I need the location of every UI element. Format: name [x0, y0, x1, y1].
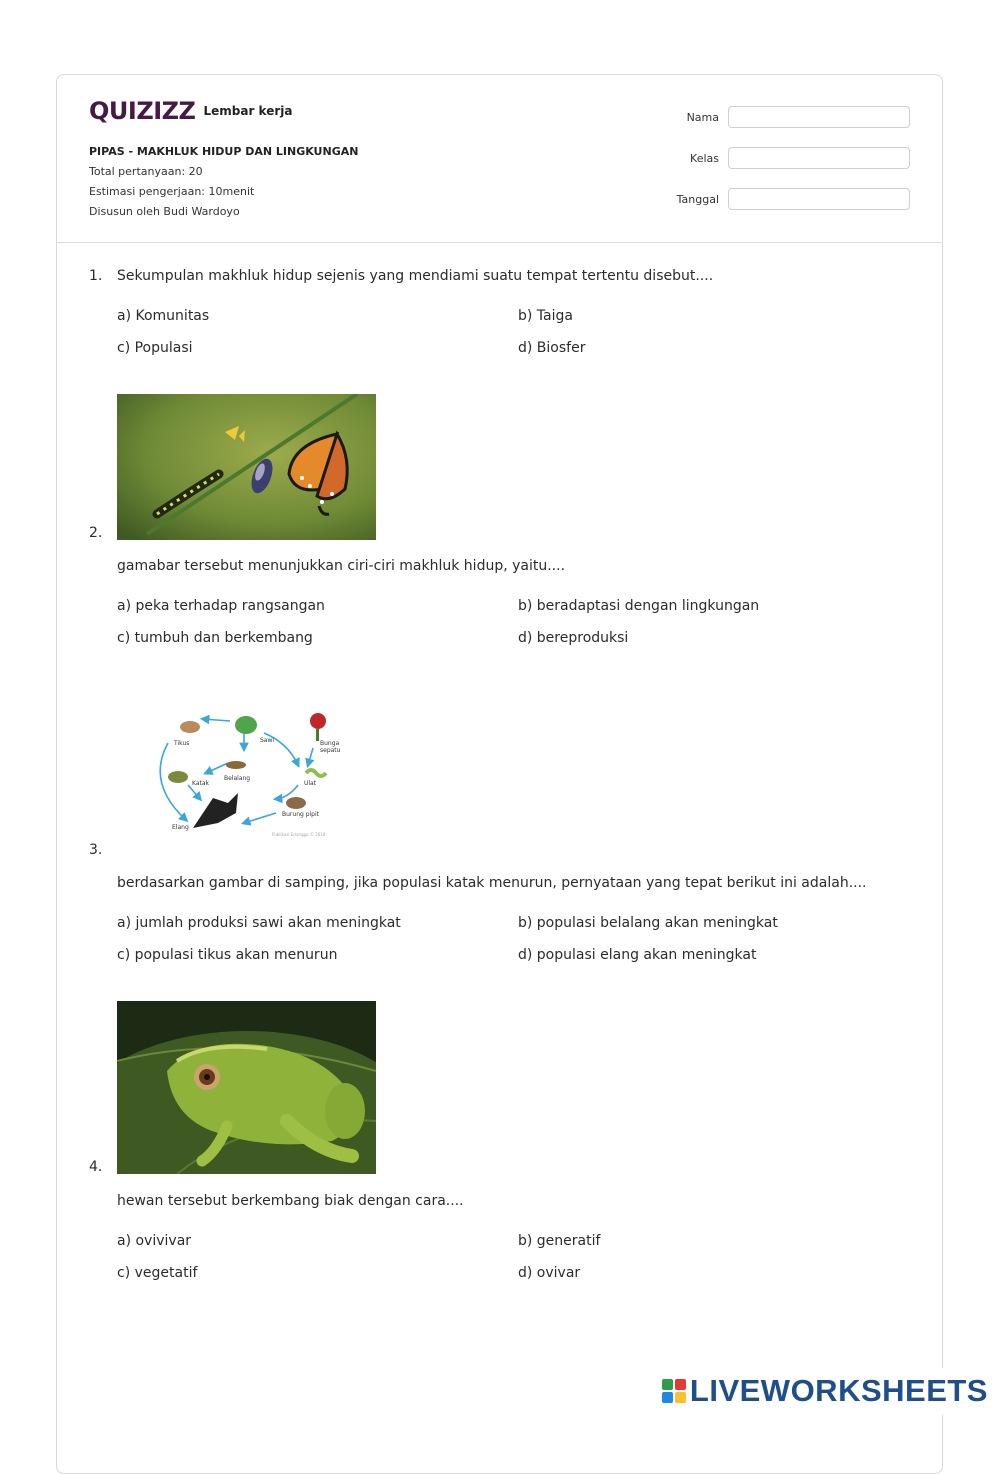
worksheet-header	[57, 75, 942, 243]
name-field-row	[677, 105, 910, 129]
option-b[interactable]: b) beradaptasi dengan lingkungan	[518, 598, 760, 614]
liveworksheets-logo[interactable]	[662, 1373, 988, 1409]
date-input[interactable]	[728, 188, 910, 210]
class-label: Kelas	[690, 151, 719, 165]
worksheet-meta	[89, 142, 358, 222]
option-a[interactable]: a) peka terhadap rangsangan	[117, 598, 325, 614]
name-input[interactable]	[728, 106, 910, 128]
liveworksheets-mark-icon	[662, 1379, 686, 1403]
name-label: Nama	[686, 110, 719, 124]
label-elang: Elang	[172, 824, 189, 831]
option-b[interactable]: b) Taiga	[518, 308, 573, 324]
option-d[interactable]: d) Biosfer	[518, 340, 586, 356]
option-a[interactable]: a) Komunitas	[117, 308, 210, 324]
question-stem: gamabar tersebut menunjukkan ciri-ciri makhluk hidup, yaitu....	[117, 558, 566, 574]
label-burung-pipit: Burung pipit	[282, 811, 320, 818]
question-stem: berdasarkan gambar di samping, jika populasi katak menurun, pernyataan yang tepat berikut ini adalah....	[117, 875, 867, 891]
option-a[interactable]: a) ovivivar	[117, 1233, 192, 1249]
option-d[interactable]: d) populasi elang akan meningkat	[518, 947, 757, 963]
question-number: 4.	[89, 1159, 103, 1175]
date-label: Tanggal	[676, 192, 719, 206]
grasshopper-icon	[226, 761, 246, 769]
option-d[interactable]: d) bereproduksi	[518, 630, 629, 646]
option-d[interactable]: d) ovivar	[518, 1265, 581, 1281]
question-stem: Sekumpulan makhluk hidup sejenis yang mendiami suatu tempat tertentu disebut....	[117, 268, 714, 284]
mouse-icon	[180, 721, 200, 733]
label-sawi: Sawi	[260, 737, 275, 744]
label-belalang: Belalang	[224, 775, 251, 782]
question-stem: hewan tersebut berkembang biak dengan cara....	[117, 1193, 464, 1209]
option-a[interactable]: a) jumlah produksi sawi akan meningkat	[117, 915, 401, 931]
option-c[interactable]: c) vegetatif	[117, 1265, 198, 1281]
sparrow-icon	[286, 797, 306, 809]
author: Disusun oleh Budi Wardoyo	[89, 205, 240, 218]
time-estimate: Estimasi pengerjaan: 10menit	[89, 185, 255, 198]
image-credit: Publikasi Erlangga © 2018	[272, 832, 326, 837]
quizizz-logo: QUIZIZZ	[89, 97, 196, 125]
frog-image	[117, 1001, 376, 1174]
option-b[interactable]: b) generatif	[518, 1233, 601, 1249]
label-tikus: Tikus	[174, 740, 190, 747]
question-number: 1.	[89, 268, 103, 284]
label-katak: Katak	[192, 780, 210, 787]
food-web-diagram	[148, 703, 358, 840]
option-c[interactable]: c) populasi tikus akan menurun	[117, 947, 338, 963]
option-c[interactable]: c) tumbuh dan berkembang	[117, 630, 313, 646]
date-field-row	[677, 187, 910, 211]
class-field-row	[677, 146, 910, 170]
worksheet-subtitle: Lembar kerja	[203, 104, 293, 118]
hibiscus-icon	[310, 713, 326, 729]
question-number: 3.	[89, 842, 103, 858]
worksheet-title: PIPAS - MAKHLUK HIDUP DAN LINGKUNGAN	[89, 145, 359, 158]
question-number: 2.	[89, 525, 103, 541]
total-questions: Total pertanyaan: 20	[89, 165, 203, 178]
metamorphosis-image	[117, 394, 376, 540]
label-ulat: Ulat	[304, 780, 317, 787]
option-c[interactable]: c) Populasi	[117, 340, 193, 356]
option-b[interactable]: b) populasi belalang akan meningkat	[518, 915, 778, 931]
label-sepatu: sepatu	[320, 747, 341, 754]
mustard-greens-icon	[235, 716, 257, 734]
liveworksheets-wordmark: LIVEWORKSHEETS	[689, 1373, 988, 1408]
frog-icon	[168, 771, 188, 783]
class-input[interactable]	[728, 147, 910, 169]
logo-row	[89, 97, 292, 125]
label-bunga: Bunga	[320, 740, 340, 747]
student-fields	[677, 105, 910, 228]
